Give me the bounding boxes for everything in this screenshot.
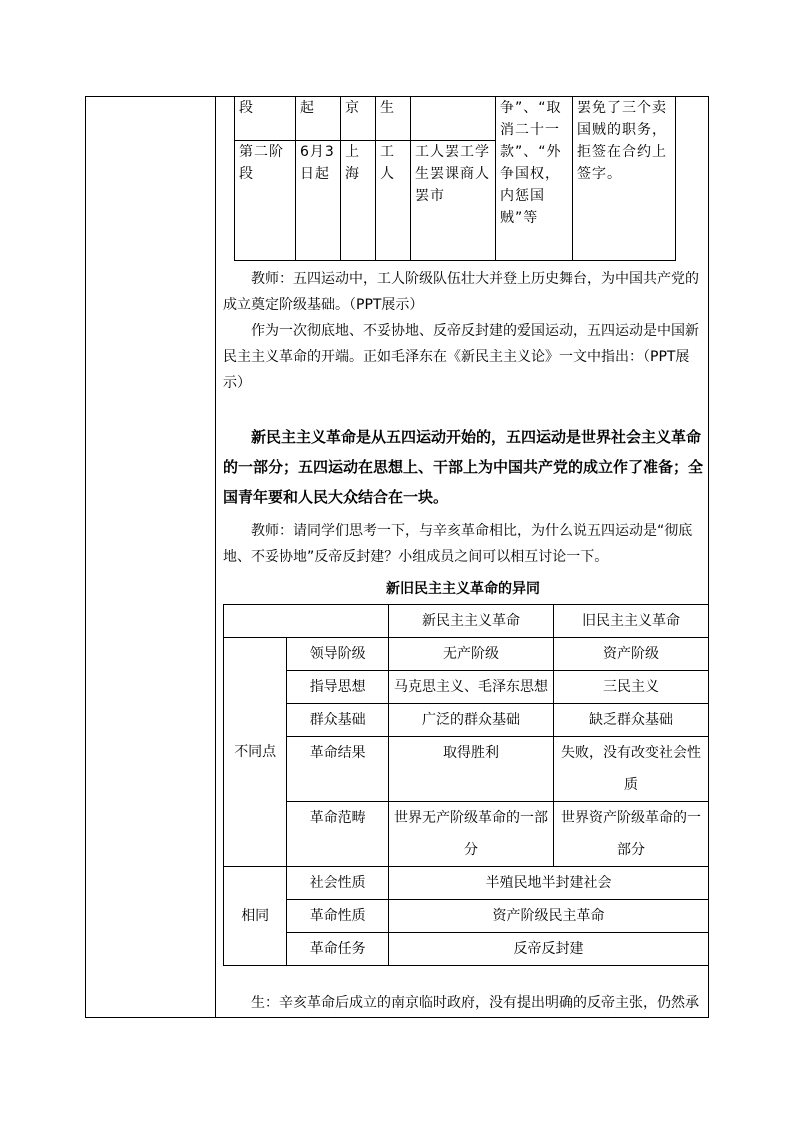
table-row [235, 97, 676, 141]
row-label: 革命结果 [287, 737, 389, 802]
table-row [224, 900, 709, 933]
row-new: 取得胜利 [389, 737, 554, 802]
row-new: 广泛的群众基础 [389, 704, 554, 737]
row-value: 半殖民地半封建社会 [389, 867, 709, 900]
paragraph-teacher-2: 教师：请同学们思考一下，与辛亥革命相比，为什么说五四运动是“彻底地、不妥协地”反帝反封建？小组成员之间可以相互讨论一下。 [223, 523, 693, 565]
row-old: 资产阶级 [554, 638, 709, 671]
row-old: 失败，没有改变社会性质 [554, 737, 709, 802]
paragraph-analysis: 作为一次彻底地、不妥协地、反帝反封建的爱国运动，五四运动是中国新民主主义革命的开端。正如毛泽东在《新民主主义论》一文中指出：（PPT展示） [223, 323, 699, 391]
movement-stages-table [234, 96, 676, 261]
paragraph-quote: 新民主主义革命是从五四运动开始的，五四运动是世界社会主义革命的一部分；五四运动在思想上、干部上为中国共产党的成立作了准备；全国青年要和人民大众结合在一块。 [223, 428, 704, 506]
paragraph-student: 生：辛亥革命后成立的南京临时政府，没有提出明确的反帝主张，仍然承 [251, 995, 699, 1011]
place-cell: 上海 [341, 141, 376, 261]
header-empty [224, 605, 389, 638]
row-old: 三民主义 [554, 671, 709, 704]
slogan-cell: 争”、“取消二十一款”、“外争国权，内惩国贼”等 [496, 97, 573, 261]
force-cell: 生 [376, 97, 411, 141]
row-new: 无产阶级 [389, 638, 554, 671]
row-label: 革命范畴 [287, 802, 389, 867]
row-label: 指导思想 [287, 671, 389, 704]
row-value: 反帝反封建 [389, 933, 709, 966]
row-new: 马克思主义、毛泽东思想 [389, 671, 554, 704]
row-old: 缺乏群众基础 [554, 704, 709, 737]
table-row [224, 704, 709, 737]
row-label: 社会性质 [287, 867, 389, 900]
row-new: 世界无产阶级革命的一部分 [389, 802, 554, 867]
paragraph-teacher-1: 教师：五四运动中，工人阶级队伍壮大并登上历史舞台，为中国共产党的成立奠定阶级基础。（PPT展示） [223, 271, 699, 313]
header-new: 新民主主义革命 [389, 605, 554, 638]
table-row [224, 638, 709, 671]
stage-cell: 段 [235, 97, 296, 141]
row-value: 资产阶级民主革命 [389, 900, 709, 933]
table-row [224, 737, 709, 802]
row-label: 群众基础 [287, 704, 389, 737]
row-old: 世界资产阶级革命的一部分 [554, 802, 709, 867]
row-label: 革命任务 [287, 933, 389, 966]
group-diff: 不同点 [224, 638, 287, 867]
table-row [224, 671, 709, 704]
comparison-caption: 新旧民主主义革命的异同 [386, 581, 540, 597]
time-cell: 6月3日起 [296, 141, 341, 261]
table-row [224, 867, 709, 900]
result-cell: 罢免了三个卖国贼的职务，拒签在合约上签字。 [573, 97, 676, 261]
row-label: 革命性质 [287, 900, 389, 933]
table-row [224, 933, 709, 966]
force-cell: 工人 [376, 141, 411, 261]
method-cell: 工人罢工学生罢课商人罢市 [411, 141, 496, 261]
place-cell: 京 [341, 97, 376, 141]
comparison-table [223, 604, 709, 966]
table-row [224, 802, 709, 867]
table-row [224, 605, 709, 638]
group-same: 相同 [224, 867, 287, 966]
method-cell [411, 97, 496, 141]
stage-cell: 第二阶段 [235, 141, 296, 261]
row-label: 领导阶级 [287, 638, 389, 671]
header-old: 旧民主主义革命 [554, 605, 709, 638]
left-column-divider [215, 96, 216, 1018]
time-cell: 起 [296, 97, 341, 141]
